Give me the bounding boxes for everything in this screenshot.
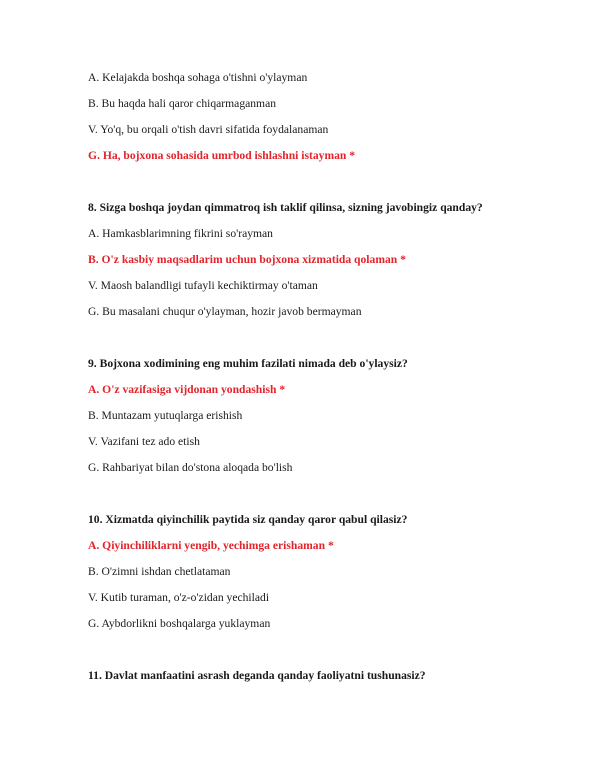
option-b: B. Bu haqda hali qaror chiqarmaganman	[88, 97, 277, 110]
option-a-correct: A. O'z vazifasiga vijdonan yondashish *	[88, 383, 286, 396]
option-v: V. Kutib turaman, o'z-o'zidan yechiladi	[88, 591, 270, 604]
option-b-correct: B. O'z kasbiy maqsadlarim uchun bojxona xizmatida qolaman *	[88, 253, 406, 266]
option-a: A. Hamkasblarimning fikrini so'rayman	[88, 227, 273, 240]
option-g: G. Bu masalani chuqur o'ylayman, hozir javob bermayman	[88, 305, 362, 318]
option-a-correct: A. Qiyinchiliklarni yengib, yechimga erishaman *	[88, 539, 334, 552]
option-v: V. Yo'q, bu orqali o'tish davri sifatida foydalanaman	[88, 123, 329, 136]
option-v: V. Maosh balandligi tufayli kechiktirmay o'taman	[88, 279, 318, 292]
option-v: V. Vazifani tez ado etish	[88, 435, 200, 448]
question-9: 9. Bojxona xodimining eng muhim fazilati nimada deb o'ylaysiz?	[88, 357, 408, 370]
option-b: B. Muntazam yutuqlarga erishish	[88, 409, 243, 422]
option-g: G. Aybdorlikni boshqalarga yuklayman	[88, 617, 271, 630]
option-g-correct: G. Ha, bojxona sohasida umrbod ishlashni istayman *	[88, 149, 356, 162]
question-11: 11. Davlat manfaatini asrash deganda qanday faoliyatni tushunasiz?	[88, 669, 426, 682]
option-g: G. Rahbariyat bilan do'stona aloqada bo'lish	[88, 461, 293, 474]
option-b: B. O'zimni ishdan chetlataman	[88, 565, 231, 578]
question-10: 10. Xizmatda qiyinchilik paytida siz qanday qaror qabul qilasiz?	[88, 513, 408, 526]
question-8: 8. Sizga boshqa joydan qimmatroq ish taklif qilinsa, sizning javobingiz qanday?	[88, 201, 483, 214]
option-a: A. Kelajakda boshqa sohaga o'tishni o'ylayman	[88, 71, 308, 84]
